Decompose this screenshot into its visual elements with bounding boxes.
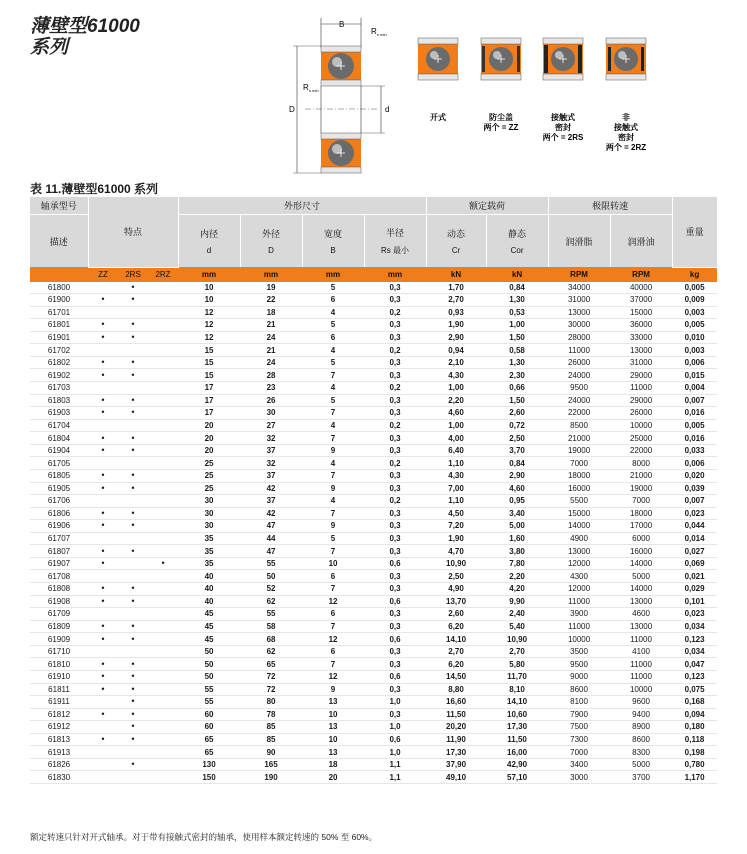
table-row: 61910 • • 50 72 12 0,6 14,50 11,70 9000 11000 0,123	[30, 670, 717, 683]
variant-label: 开式	[430, 113, 446, 122]
bearing-table	[30, 197, 718, 784]
header-col: 润滑油	[610, 215, 672, 268]
table-row: 61804 • • 20 32 7 0,3 4,00 2,50 21000 25000 0,016	[30, 432, 717, 445]
header-col: 静态 Cor	[486, 215, 548, 268]
table-row: 61802 • • 15 24 5 0,3 2,10 1,30 26000 31000 0,006	[30, 356, 717, 369]
table-row: 61808 • • 40 52 7 0,3 4,90 4,20 12000 14000 0,029	[30, 583, 717, 596]
variant-open	[418, 38, 458, 80]
table-row: 61703 17 23 4 0,2 1,00 0,66 9500 11000 0,004	[30, 382, 717, 395]
table-row: 61912 • 60 85 13 1,0 20,20 17,30 7500 8900 0,180	[30, 721, 717, 734]
table-row: 61907 • • 35 55 10 0,6 10,90 7,80 12000 14000 0,069	[30, 557, 717, 570]
header-col: 外径 D	[240, 215, 302, 268]
table-row: 61913 65 90 13 1,0 17,30 16,00 7000 8300 0,198	[30, 746, 717, 759]
table-row: 61812 • • 60 78 10 0,3 11,50 10,60 7900 9400 0,094	[30, 708, 717, 721]
variant-2rs	[543, 38, 583, 80]
header-load-rating: 额定载荷	[426, 197, 548, 215]
label-rsmin-top: R	[371, 27, 377, 36]
header-col: 润滑脂	[548, 215, 610, 268]
variant-label: 接触式	[551, 113, 575, 122]
table-row: 61903 • • 17 30 7 0,3 4,60 2,60 22000 26000 0,016	[30, 407, 717, 420]
header-col: 内径 d	[178, 215, 240, 268]
table-row: 61826 • 130 165 18 1,1 37,90 42,90 3400 5000 0,780	[30, 758, 717, 771]
table-row: 61810 • • 50 65 7 0,3 6,20 5,80 9500 11000 0,047	[30, 658, 717, 671]
header-speed-limit: 极限转速	[548, 197, 672, 215]
table-row: 61905 • • 25 42 9 0,3 7,00 4,60 16000 19000 0,039	[30, 482, 717, 495]
header-col: 宽度 B	[302, 215, 364, 268]
label-D: D	[289, 105, 295, 114]
table-row: 61704 20 27 4 0,2 1,00 0,72 8500 10000 0,005	[30, 419, 717, 432]
table-row: 61900 • • 10 22 6 0,3 2,70 1,30 31000 37000 0,009	[30, 294, 717, 307]
table-row: 61705 25 32 4 0,2 1,10 0,84 7000 8000 0,006	[30, 457, 717, 470]
bearing-diagram	[285, 8, 715, 183]
footnote: 额定转速只针对开式轴承。对于带有接触式密封的轴承，使用样本额定转速的 50% 至 60%。	[30, 832, 378, 842]
label-d: d	[385, 105, 390, 114]
cross-section-drawing	[289, 18, 389, 173]
table-row: 61710 50 62 6 0,3 2,70 2,70 3500 4100 0,034	[30, 645, 717, 658]
variant-label: 防尘盖	[489, 113, 513, 122]
table-row: 61708 40 50 6 0,3 2,50 2,20 4300 5000 0,021	[30, 570, 717, 583]
table-row: 61801 • • 12 21 5 0,3 1,90 1,00 30000 36000 0,005	[30, 319, 717, 332]
table-row: 61709 45 55 6 0,3 2,60 2,40 3900 4600 0,023	[30, 608, 717, 621]
table-row: 61909 • • 45 68 12 0,6 14,10 10,90 10000 11000 0,123	[30, 633, 717, 646]
header-col: 动态 Cr	[426, 215, 486, 268]
label-rsmin-top-sub: s min	[377, 32, 387, 37]
variant-label: 密封	[618, 133, 634, 142]
header-description: 描述	[30, 215, 88, 268]
label-rsmin-left-sub: s min	[309, 88, 319, 93]
table-row: 61809 • • 45 58 7 0,3 6,20 5,40 11000 13000 0,034	[30, 620, 717, 633]
variant-label: 两个 = 2RS	[542, 133, 584, 142]
header-weight: 重量	[672, 197, 717, 267]
table-row: 61813 • • 65 85 10 0,6 11,90 11,50 7300 8600 0,118	[30, 733, 717, 746]
variant-label: 两个 = 2RZ	[605, 143, 647, 152]
table-row: 61906 • • 30 47 9 0,3 7,20 5,00 14000 17000 0,044	[30, 520, 717, 533]
table-row: 61830 150 190 20 1,1 49,10 57,10 3000 3700 1,170	[30, 771, 717, 784]
variant-label: 密封	[555, 123, 571, 132]
variant-label: 非	[622, 113, 630, 122]
label-rsmin-left: R	[303, 83, 309, 92]
table-row: 61707 35 44 5 0,3 1,90 1,60 4900 6000 0,014	[30, 532, 717, 545]
table-row: 61702 15 21 4 0,2 0,94 0,58 11000 13000 0,003	[30, 344, 717, 357]
table-row: 61902 • • 15 28 7 0,3 4,30 2,30 24000 29000 0,015	[30, 369, 717, 382]
variant-label: 两个 = ZZ	[483, 123, 519, 132]
table-row: 61706 30 37 4 0,2 1,10 0,95 5500 7000 0,007	[30, 495, 717, 508]
table-row: 61806 • • 30 42 7 0,3 4,50 3,40 15000 18000 0,023	[30, 507, 717, 520]
table-row: 61701 12 18 4 0,2 0,93 0,53 13000 15000 0,003	[30, 306, 717, 319]
table-caption: 表 11.薄壁型61000 系列	[30, 182, 159, 196]
table-row: 61803 • • 17 26 5 0,3 2,20 1,50 24000 29000 0,007	[30, 394, 717, 407]
table-row: 61904 • • 20 37 9 0,3 6,40 3,70 19000 22000 0,033	[30, 444, 717, 457]
table-row: 61901 • • 12 24 6 0,3 2,90 1,50 28000 33000 0,010	[30, 331, 717, 344]
table-row: 61911 • 55 80 13 1,0 16,60 14,10 8100 9600 0,168	[30, 696, 717, 709]
table-row: 61805 • • 25 37 7 0,3 4,30 2,90 18000 21000 0,020	[30, 469, 717, 482]
header-features: 特点	[88, 197, 178, 267]
units-row: ZZ 2RS 2RZ mm mm mm mm kN kN RPM RPM kg	[30, 267, 717, 282]
table-row: 61800 • 10 19 5 0,3 1,70 0,84 34000 40000 0,005	[30, 282, 717, 294]
label-B: B	[339, 20, 345, 29]
title-line-1: 薄壁型61000	[30, 16, 140, 37]
variant-zz	[481, 38, 521, 80]
table-row: 61811 • • 55 72 9 0,3 8,80 8,10 8600 10000 0,075	[30, 683, 717, 696]
variant-2rz	[606, 38, 646, 80]
page-title	[30, 16, 140, 58]
header-col: 半径 Rs 最小	[364, 215, 426, 268]
table-row: 61908 • • 40 62 12 0,6 13,70 9,90 11000 13000 0,101	[30, 595, 717, 608]
header-bearing-model: 轴承型号	[30, 197, 88, 215]
header-dimensions: 外形尺寸	[178, 197, 426, 215]
variant-label: 接触式	[614, 123, 638, 132]
title-line-2: 系列	[30, 37, 69, 58]
table-row: 61807 • • 35 47 7 0,3 4,70 3,80 13000 16000 0,027	[30, 545, 717, 558]
